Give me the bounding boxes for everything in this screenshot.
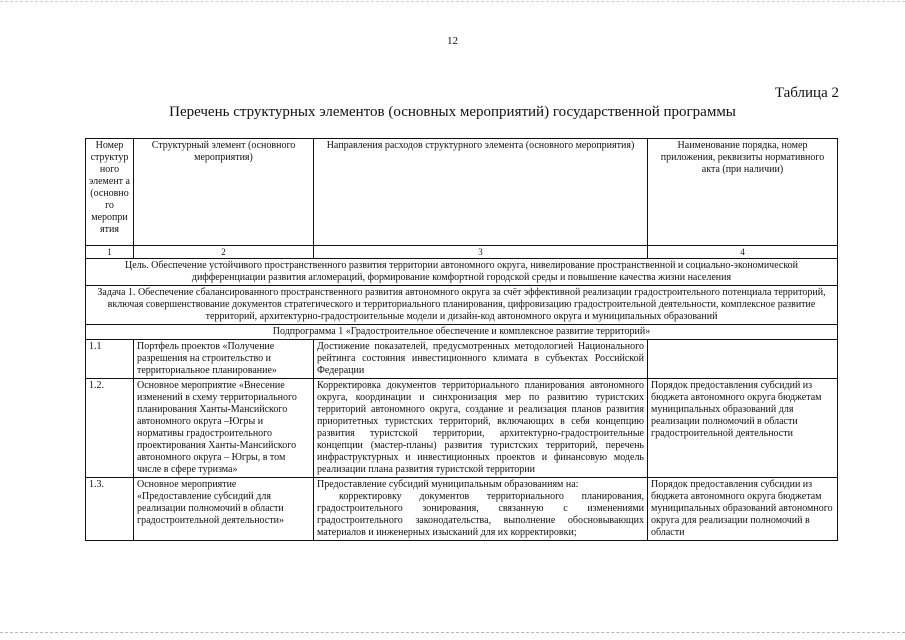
table-row xyxy=(86,340,838,379)
row-expenses: Достижение показателей, предусмотренных методологией Национального рейтинга состояния инвестиционного климата в субъектах Российской Федерации xyxy=(314,340,648,379)
row-expenses-item: корректировку документов территориального планирования, градостроительного зонирования, связанную с изменениями градостроительного законодательства, выполнение обосновывающих материалов и инженерных изысканий для их корректировки; xyxy=(317,491,644,538)
row-order: Порядок предоставления субсидии из бюджета автономного округа бюджетам муниципальных образований автономного округа для реализации полномочий в области xyxy=(648,478,838,541)
row-expenses-intro: Предоставление субсидий муниципальным образованиям на: xyxy=(317,479,579,490)
scan-top-edge xyxy=(0,1,905,3)
table-row xyxy=(86,379,838,478)
table-label: Таблица 2 xyxy=(774,85,839,101)
task-row xyxy=(86,286,838,325)
header-number: Номер структур ного элемент а (основно го меропри ятия xyxy=(86,139,134,246)
column-numbers-row xyxy=(86,246,838,259)
goal-text: Цель. Обеспечение устойчивого пространственного развития территории автономного округа, нивелирование пространственной и социально-экономической дифференциации развития агломераций, формирование комфортной городской среды и повышение качества жизни населения xyxy=(86,259,838,286)
column-number: 3 xyxy=(314,246,648,259)
goal-row xyxy=(86,259,838,286)
row-number: 1.2. xyxy=(86,379,134,478)
column-number: 1 xyxy=(86,246,134,259)
row-number: 1.3. xyxy=(86,478,134,541)
column-number: 4 xyxy=(648,246,838,259)
row-expenses xyxy=(314,478,648,541)
row-order xyxy=(648,340,838,379)
table-row xyxy=(86,478,838,541)
scan-bottom-edge xyxy=(0,632,905,634)
subprogram-text: Подпрограмма 1 «Градостроительное обеспечение и комплексное развитие территорий» xyxy=(86,325,838,340)
row-number: 1.1 xyxy=(86,340,134,379)
row-order: Порядок предоставления субсидий из бюджета автономного округа бюджетам муниципальных образований для реализации полномочий в области градостроительной деятельности xyxy=(648,379,838,478)
row-expenses: Корректировка документов территориального планирования автономного округа, координации и синхронизация мер по развитию туристских территорий автономного округа, создание и реализация планов развития приоритетных туристских территорий, включающих в себя концепцию развития туристской территории, архитектурно-градостроительные концепции (мастер-планы) развития туристских территорий, перечень инфраструктурных и инвестиционных проектов и финансовую модель реализации плана развития туристской территории xyxy=(314,379,648,478)
column-number: 2 xyxy=(134,246,314,259)
table-header-row xyxy=(86,139,838,246)
task-text: Задача 1. Обеспечение сбалансированного пространственного развития автономного округа за счёт эффективной реализации градостроительного потенциала территорий, включая совершенствование документов стратегического и территориального планирования, цифровизацию градостроительной деятельности, комплексное развитие территорий, архитектурно-градостроительные модели и дизайн-код автономного округа и муниципальных образований xyxy=(86,286,838,325)
header-element: Структурный элемент (основного мероприятия) xyxy=(134,139,314,246)
row-element: Портфель проектов «Получение разрешения на строительство и территориальное планирование» xyxy=(134,340,314,379)
structural-elements-table xyxy=(85,138,838,541)
header-expenses: Направления расходов структурного элемента (основного мероприятия) xyxy=(314,139,648,246)
subprogram-row xyxy=(86,325,838,340)
row-element: Основное мероприятие «Внесение изменений в схему территориального планирования Ханты-Мансийского автономного округа –Югры и нормативы градостроительного проектирования Ханты-Мансийского автономного округа – Югры, в том числе в сфере туризма» xyxy=(134,379,314,478)
document-title: Перечень структурных элементов (основных мероприятий) государственной программы xyxy=(169,104,736,120)
page-number: 12 xyxy=(447,35,458,47)
row-element: Основное мероприятие «Предоставление субсидий для реализации полномочий в области градостроительной деятельности» xyxy=(134,478,314,541)
header-order: Наименование порядка, номер приложения, реквизиты нормативного акта (при наличии) xyxy=(648,139,838,246)
